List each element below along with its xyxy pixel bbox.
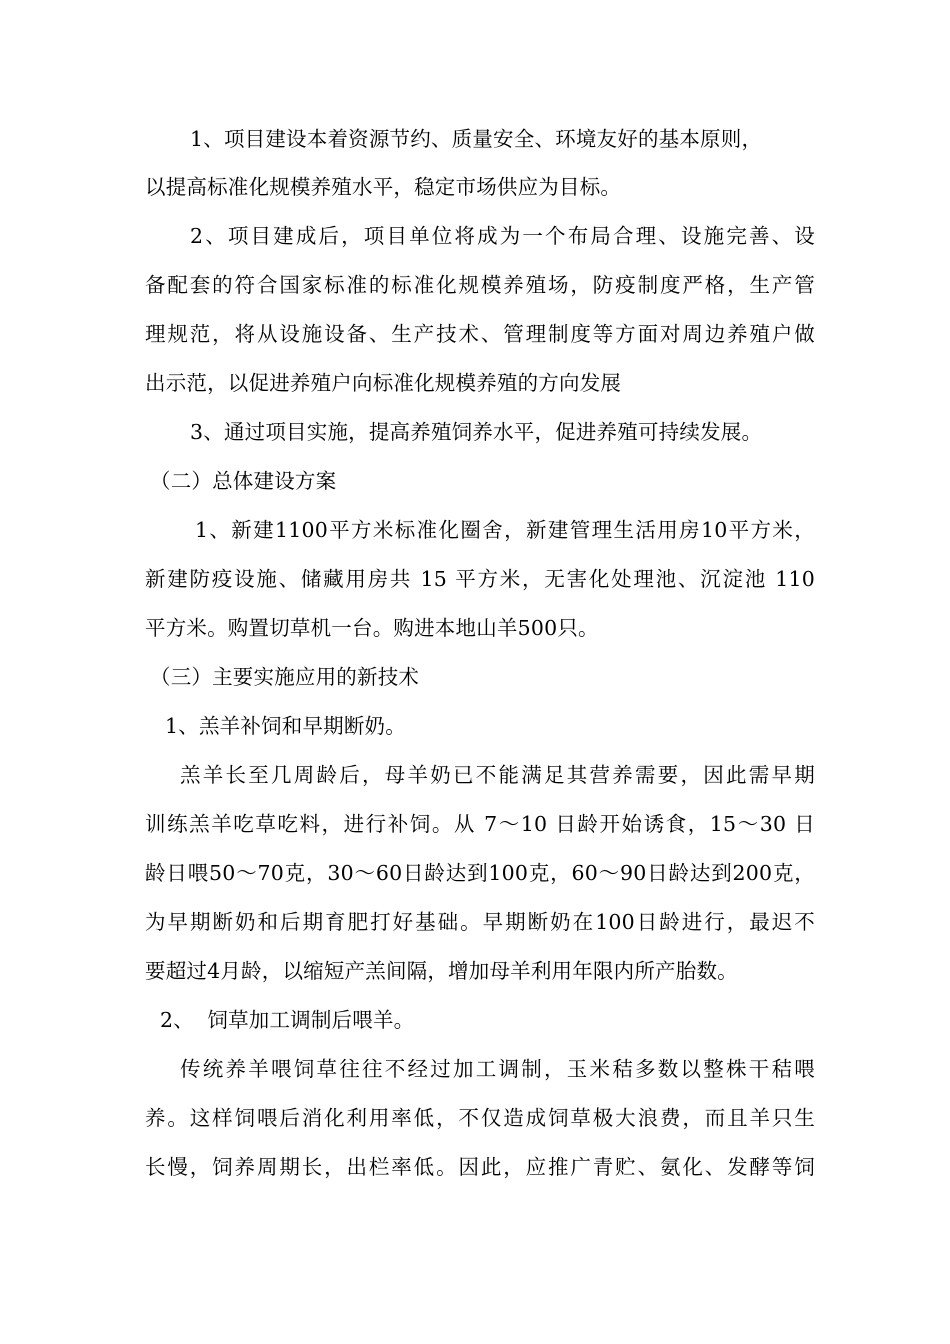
section-heading-2: （二）总体建设方案 <box>150 469 337 493</box>
paragraph-2-line-3: 理规范，将从设施设备、生产技术、管理制度等方面对周边养殖户做 <box>145 322 815 346</box>
paragraph-2-line-2: 备配套的符合国家标准的标准化规模养殖场，防疫制度严格，生产管 <box>145 273 815 297</box>
paragraph-3-line-1: 3、通过项目实施，提高养殖饲养水平，促进养殖可持续发展。 <box>190 420 763 444</box>
section-heading-3: （三）主要实施应用的新技术 <box>150 665 420 689</box>
paragraph-6-line-3: 长慢，饲养周期长，出栏率低。因此，应推广青贮、氨化、发酵等饲 <box>145 1155 815 1179</box>
paragraph-2-line-1: 2、项目建成后，项目单位将成为一个布局合理、设施完善、设 <box>190 224 815 248</box>
paragraph-5-line-3: 龄日喂50～70克，30～60日龄达到100克，60～90日龄达到200克， <box>145 861 815 885</box>
paragraph-4-line-2: 新建防疫设施、储藏用房共 15 平方米，无害化处理池、沉淀池 110 <box>145 567 815 591</box>
paragraph-5-line-2: 训练羔羊吃草吃料，进行补饲。从 7～10 日龄开始诱食，15～30 日 <box>145 812 815 836</box>
paragraph-5-line-4: 为早期断奶和后期育肥打好基础。早期断奶在100日龄进行，最迟不 <box>145 910 815 934</box>
paragraph-5-line-5: 要超过4月龄，以缩短产羔间隔，增加母羊利用年限内所产胎数。 <box>145 959 738 983</box>
paragraph-1-line-1: 1、项目建设本着资源节约、质量安全、环境友好的基本原则， <box>190 127 763 151</box>
paragraph-4-line-1: 1、新建1100平方米标准化圈舍，新建管理生活用房10平方米， <box>195 518 815 542</box>
paragraph-1-line-2: 以提高标准化规模养殖水平，稳定市场供应为目标。 <box>145 175 622 199</box>
paragraph-6-line-1: 传统养羊喂饲草往往不经过加工调制，玉米秸多数以整株干秸喂 <box>180 1057 815 1081</box>
paragraph-6-line-2: 养。这样饲喂后消化利用率低，不仅造成饲草极大浪费，而且羊只生 <box>145 1106 815 1130</box>
subheading-2: 2、 饲草加工调制后喂羊。 <box>160 1008 415 1032</box>
paragraph-4-line-3: 平方米。购置切草机一台。购进本地山羊500只。 <box>145 616 599 640</box>
paragraph-2-line-4: 出示范，以促进养殖户向标准化规模养殖的方向发展 <box>145 371 622 395</box>
paragraph-5-line-1: 羔羊长至几周龄后，母羊奶已不能满足其营养需要，因此需早期 <box>180 763 815 787</box>
subheading-1: 1、羔羊补饲和早期断奶。 <box>165 714 406 738</box>
